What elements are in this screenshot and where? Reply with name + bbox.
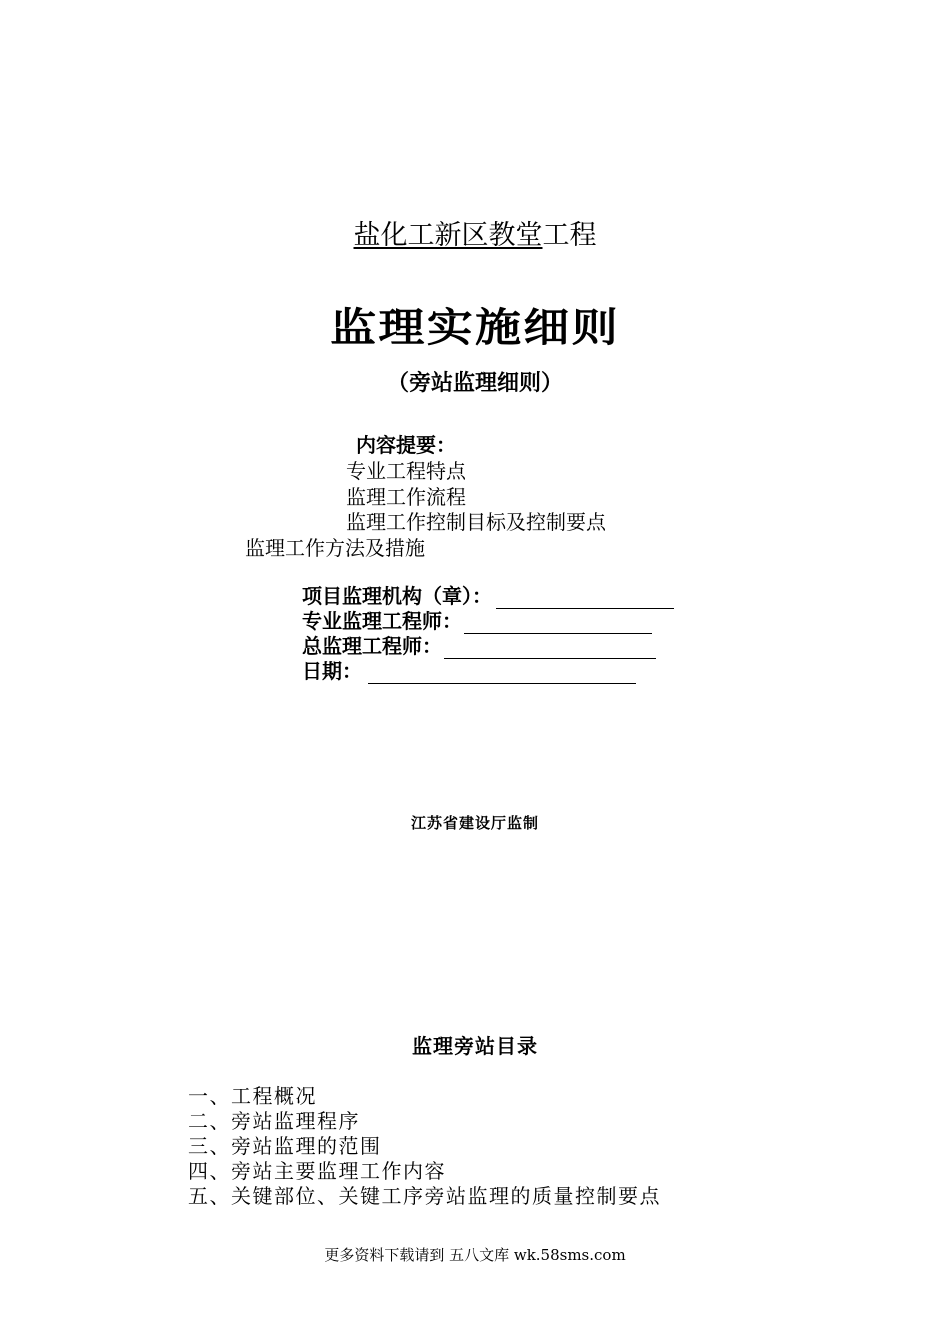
toc-item: 四、旁站主要监理工作内容 — [188, 1159, 446, 1183]
toc-item: 三、旁站监理的范围 — [188, 1134, 382, 1158]
document-title: 监理实施细则 — [330, 305, 620, 351]
signature-specialist-line — [464, 613, 652, 634]
summary-heading: 内容提要： — [356, 433, 456, 457]
summary-item: 监理工作流程 — [346, 485, 466, 509]
toc-heading: 监理旁站目录 — [412, 1034, 538, 1058]
signature-date-row — [302, 659, 636, 684]
signature-chief-row — [302, 634, 656, 659]
signature-organization-label: 项目监理机构（章）： — [302, 584, 492, 608]
summary-item: 专业工程特点 — [346, 459, 466, 483]
signature-chief-label: 总监理工程师： — [302, 634, 442, 658]
issuer-label: 江苏省建设厅监制 — [410, 814, 539, 832]
signature-organization-row — [302, 584, 674, 609]
project-name-underlined: 盐化工新区教堂 — [353, 220, 543, 251]
signature-organization-line — [496, 588, 674, 609]
summary-item: 监理工作方法及措施 — [245, 536, 425, 560]
toc-item: 一、工程概况 — [188, 1084, 317, 1108]
project-name — [0, 218, 950, 254]
signature-date-line — [368, 663, 636, 684]
document-subtitle: （旁站监理细则） — [386, 371, 563, 396]
signature-date-label: 日期： — [302, 659, 362, 683]
summary-item: 监理工作控制目标及控制要点 — [346, 510, 606, 534]
toc-item: 五、关键部位、关键工序旁站监理的质量控制要点 — [188, 1184, 661, 1208]
project-name-suffix: 工程 — [542, 220, 597, 251]
toc-item: 二、旁站监理程序 — [188, 1109, 360, 1133]
signature-specialist-label: 专业监理工程师： — [302, 609, 462, 633]
signature-chief-line — [444, 638, 656, 659]
signature-specialist-row — [302, 609, 652, 634]
footer-text: 更多资料下载请到 五八文库 wk.58sms.com — [324, 1246, 626, 1264]
